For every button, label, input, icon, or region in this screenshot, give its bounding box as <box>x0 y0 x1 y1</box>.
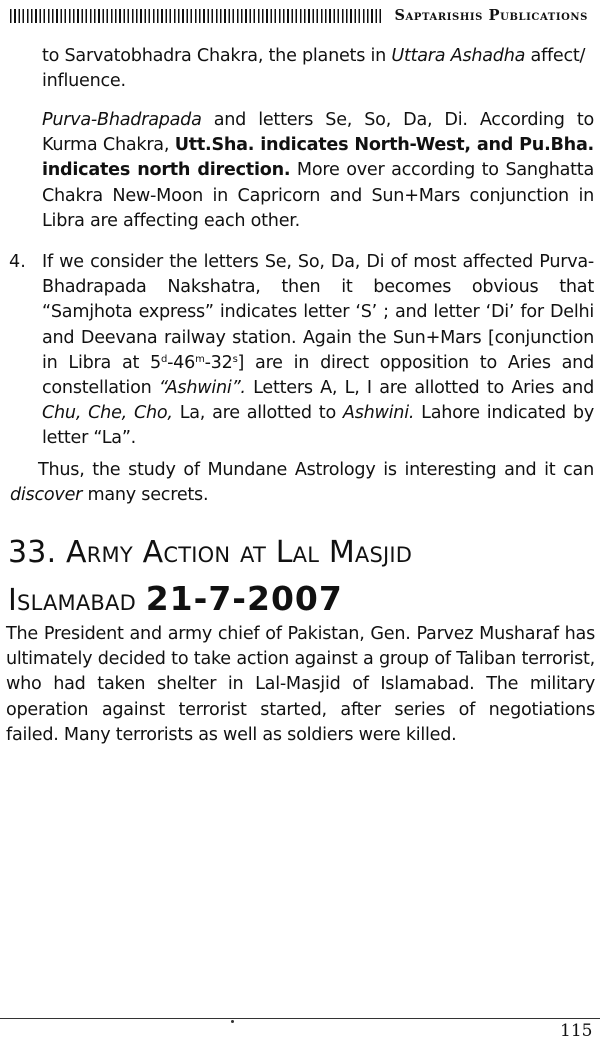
paragraph-conclusion <box>10 458 594 508</box>
paragraph-text: -46 <box>167 352 196 373</box>
italic-nakshatra: Purva-Bhadrapada <box>42 110 202 130</box>
paragraph-text: affect/ influence. <box>42 46 586 92</box>
paragraph-text: If we consider the letters Se, So, Da, Di of most affected Purva-Bhadrapada Nakshatra, then it becomes obvious that “Samjhota express” indicates letter ‘S’ ; and letter ‘Di’ for Delhi and Deevana railway station. Again the Sun+Mars [conjunction in Libra at 5 <box>42 252 594 373</box>
paragraph-text: La, are allotted to <box>172 403 343 424</box>
paragraph-text: many secrets. <box>82 485 209 506</box>
italic-nakshatra: “Ashwini”. <box>158 378 246 399</box>
page-number: 115 <box>560 1021 593 1041</box>
section-title-line1: 33. Army Action at Lal Masjid <box>8 535 413 570</box>
section-title <box>8 530 598 624</box>
paragraph-text: and letters Se, So, Da, Di. According to Kurma Chakra, <box>42 110 594 156</box>
superscript: d <box>160 353 168 365</box>
paragraph-text: More over according to Sanghatta Chakra New-Moon in Capricorn and Sun+Mars conjunction in Libra are affecting each other. <box>42 160 594 231</box>
list-number: 4. <box>9 252 26 272</box>
italic-nakshatra: Uttara Ashadha <box>391 46 526 66</box>
section-title-date: 21-7-2007 <box>145 579 343 618</box>
paragraph-text: Thus, the study of Mundane Astrology is interesting and it can <box>38 460 594 480</box>
bold-direction: Utt.Sha. indicates North-West, and Pu.Bha. indicates north direction. <box>42 135 594 181</box>
paragraph-sarvatobhadra <box>42 44 594 94</box>
italic-nakshatra: Ashwini. <box>342 403 415 424</box>
footer-dot <box>231 1020 234 1023</box>
running-header <box>10 4 588 26</box>
paragraph-text: -32 <box>204 352 233 373</box>
section-title-place: Islamabad <box>8 583 136 618</box>
superscript: s <box>232 353 238 365</box>
footer-rule <box>0 1018 600 1019</box>
paragraph-text: ] are in direct opposition to Aries and constellation <box>42 352 594 399</box>
italic-word: discover <box>10 485 83 506</box>
paragraph-text: to Sarvatobhadra Chakra, the planets in <box>42 46 392 66</box>
superscript: m <box>195 353 205 365</box>
paragraph-lal-masjid: The President and army chief of Pakistan, Gen. Parvez Musharaf has ultimately decided to take action against a group of Taliban terrorist, who had taken shelter in Lal-Masjid of Islamabad. The military operation against terrorist started, after series of negotiations failed. Many terrorists as well as soldiers were killed. <box>6 624 595 745</box>
header-rule-decoration <box>10 9 384 23</box>
list-item-4 <box>42 250 594 452</box>
italic-letters: Chu, Che, Cho, <box>42 403 173 424</box>
paragraph-text: Letters A, L, I are allotted to Aries and <box>245 378 594 399</box>
publisher-name: Saptarishis Publications <box>394 6 588 24</box>
paragraph-text: Lahore indicated by letter “La”. <box>42 403 594 449</box>
paragraph-kurma-chakra <box>42 108 594 234</box>
